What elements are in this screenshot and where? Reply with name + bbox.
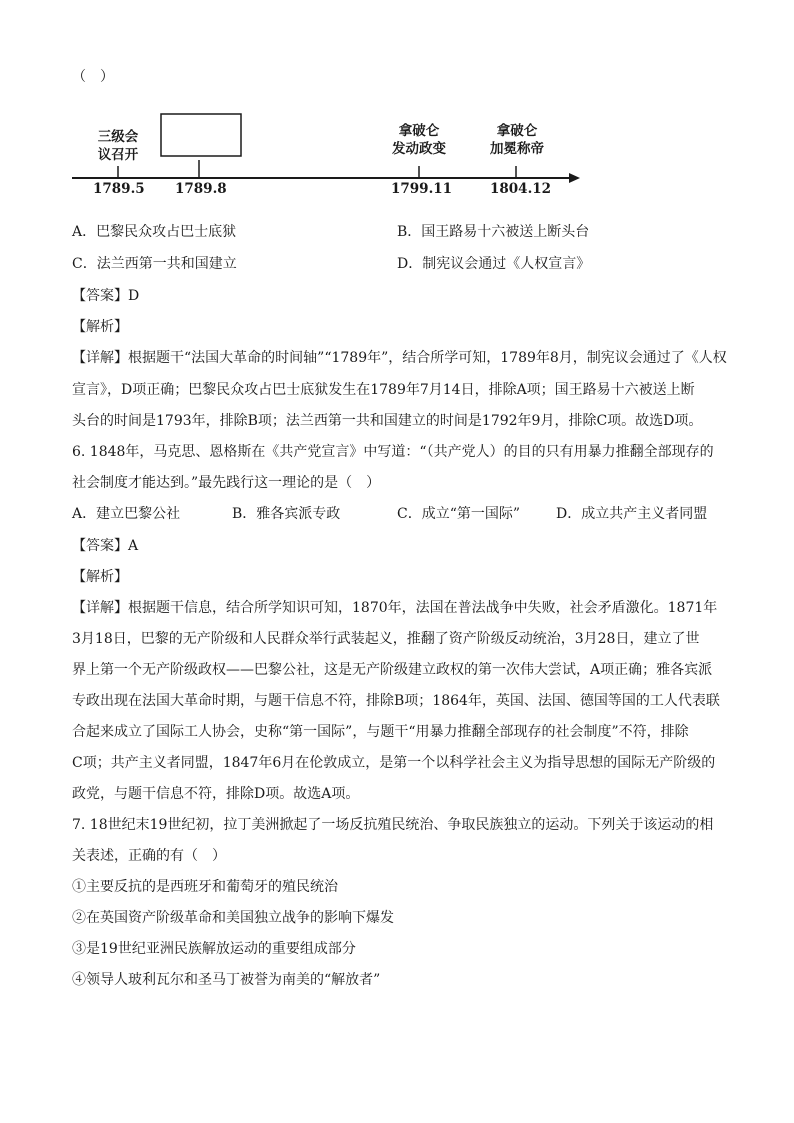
- q6-stem-line: 6. 1848年，马克思、恩格斯在《共产党宣言》中写道：“（共产党人）的目的只有用暴力推翻全部现存的: [72, 444, 714, 460]
- q7-stem-line: 7. 18世纪末19世纪初，拉丁美洲掀起了一场反抗殖民统治、争取民族独立的运动。下列关于该运动的相: [72, 817, 714, 833]
- q6-detail-line: 界上第一个无产阶级政权——巴黎公社，这是无产阶级建立政权的第一次伟大尝试，A项正确；雅各宾派: [72, 662, 713, 678]
- q5-option-d: D．制宪议会通过《人权宣言》: [397, 256, 591, 272]
- q7-statement: ③是19世纪亚洲民族解放运动的重要组成部分: [72, 941, 356, 957]
- q6-option-c: C．成立“第一国际”: [397, 506, 521, 522]
- q6-answer: 【答案】A: [72, 538, 139, 554]
- date-label: 1799.11: [391, 181, 453, 197]
- event-estates-general: 三级会 议召开: [97, 129, 139, 163]
- q5-option-b: B．国王路易十六被送上断头台: [397, 224, 590, 240]
- q6-option-d: D．成立共产主义者同盟: [556, 506, 708, 522]
- q6-stem-line: 社会制度才能达到。”最先践行这一理论的是（ ）: [72, 475, 381, 491]
- date-label: 1789.8: [175, 181, 227, 197]
- question-blank-paren: （ ）: [72, 69, 114, 85]
- q6-detail-line: C项；共产主义者同盟，1847年6月在伦敦成立，是第一个以科学社会主义为指导思想的国际无产阶级的: [72, 755, 716, 771]
- q5-answer: 【答案】D: [72, 288, 140, 304]
- q5-analysis-label: 【解析】: [72, 319, 128, 335]
- q6-option-a: A．建立巴黎公社: [72, 506, 181, 522]
- q6-detail-line: 政党，与题干信息不符，排除D项。故选A项。: [72, 786, 360, 802]
- event-napoleon-coup: 拿破仑 发动政变: [392, 123, 446, 157]
- q5-option-c: C．法兰西第一共和国建立: [72, 256, 237, 272]
- date-label: 1804.12: [490, 181, 552, 197]
- q5-detail-line: 【详解】根据题干“法国大革命的时间轴”“1789年”，结合所学可知，1789年8月，制宪议会通过了《人权: [72, 350, 727, 366]
- q6-detail-line: 专政出现在法国大革命时期，与题干信息不符，排除B项；1864年，英国、法国、德国等国的工人代表联: [72, 693, 720, 709]
- q5-option-a: A．巴黎民众攻占巴士底狱: [72, 224, 237, 240]
- q6-analysis-label: 【解析】: [72, 569, 128, 585]
- q6-option-b: B．雅各宾派专政: [232, 506, 341, 522]
- q7-statement: ①主要反抗的是西班牙和葡萄牙的殖民统治: [72, 879, 338, 895]
- date-label: 1789.5: [93, 181, 145, 197]
- q7-statement: ④领导人玻利瓦尔和圣马丁被誉为南美的“解放者”: [72, 972, 381, 988]
- blank-event-box: [161, 114, 241, 156]
- q7-statement: ②在英国资产阶级革命和美国独立战争的影响下爆发: [72, 910, 394, 926]
- q6-detail-line: 【详解】根据题干信息，结合所学知识可知，1870年，法国在普法战争中失败，社会矛盾激化。1871年: [72, 600, 718, 616]
- event-napoleon-crowned: 拿破仑 加冕称帝: [490, 123, 544, 157]
- timeline-figure: [60, 108, 600, 208]
- q6-detail-line: 3月18日，巴黎的无产阶级和人民群众举行武装起义，推翻了资产阶级反动统治，3月28日，建立了世: [72, 631, 700, 647]
- q7-stem-line: 关表述，正确的有（ ）: [72, 848, 226, 864]
- q6-detail-line: 合起来成立了国际工人协会，史称“第一国际”，与题干“用暴力推翻全部现存的社会制度”不符，排除: [72, 724, 689, 740]
- q5-detail-line: 头台的时间是1793年，排除B项；法兰西第一共和国建立的时间是1792年9月，排除C项。故选D项。: [72, 413, 703, 429]
- q5-detail-line: 宣言》，D项正确；巴黎民众攻占巴士底狱发生在1789年7月14日，排除A项；国王路易十六被送上断: [72, 382, 695, 398]
